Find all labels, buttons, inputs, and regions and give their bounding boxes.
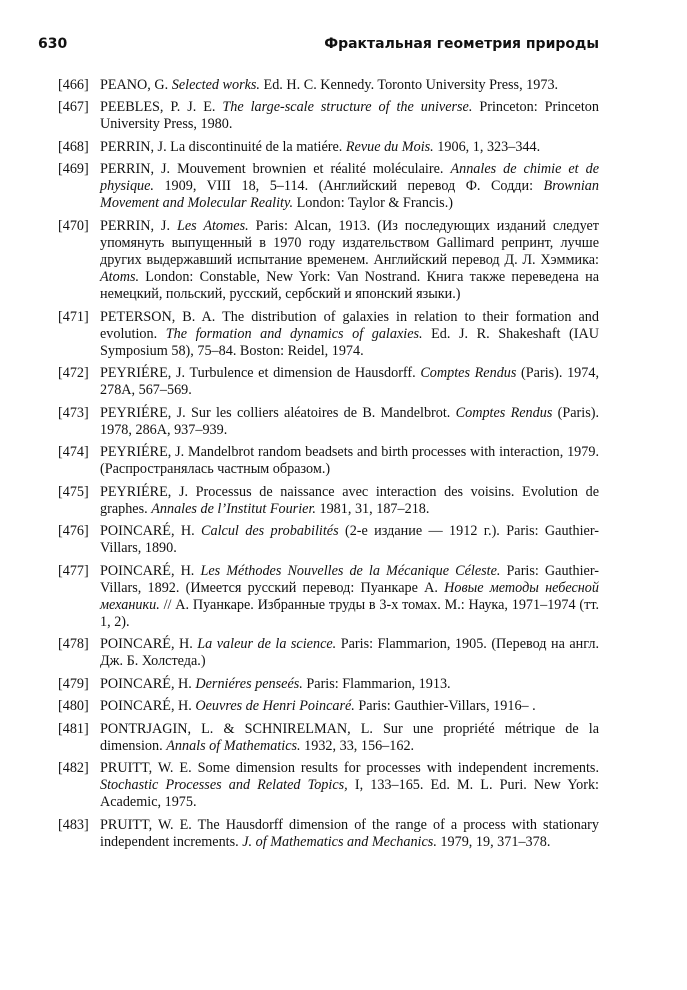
entry-title-italic: Annales de chimie et de physique. — [100, 161, 599, 195]
entry-text-segment: I, 133–165. Ed. M. L. Puri. New York: Academic, 1975. — [100, 777, 599, 811]
entry-text-segment: POINCARÉ, H. — [100, 523, 202, 540]
bibliography-entry — [58, 365, 599, 399]
entry-text — [100, 676, 599, 693]
entry-title-italic: Selected works. — [171, 77, 260, 93]
bibliography-entry — [58, 309, 599, 360]
entry-text-segment: // А. Пуанкаре. Избранные труды в 3-х томах. М.: Наука, 1971–1974 (тт. 1, 2). — [100, 596, 599, 630]
entry-text — [100, 721, 599, 755]
entry-text-segment: (Paris). 1974, 278A, 567–569. — [100, 365, 599, 399]
entry-text-segment: 1906, 1, 323–344. — [433, 138, 541, 155]
entry-text-segment: PERRIN, J. — [100, 217, 177, 234]
entry-text-segment: PEEBLES, P. J. E. — [100, 99, 223, 116]
bibliography-entry — [58, 636, 599, 670]
entry-number: [469] — [58, 161, 89, 178]
entry-text-segment: PEYRIÉRE, J. Turbulence et dimension de Hausdorff. — [100, 365, 421, 382]
entry-title-italic: Revue du Mois. — [345, 138, 434, 155]
entry-number: [468] — [58, 138, 89, 155]
running-title: Фрактальная геометрия природы — [324, 36, 599, 52]
entry-number: [480] — [58, 698, 89, 715]
bibliography-entry — [58, 405, 599, 439]
entry-text — [100, 161, 599, 212]
bibliography-entry — [58, 99, 599, 133]
entry-text — [100, 218, 599, 303]
entry-text-segment: Paris: Alcan, 1913. (Из последующих изданий следует упомянуть выпущенный в 1970 году издательством Gallimard репринт, лучше других выдержавший испытание временем. Английский перевод Д. Л. Хэммика: — [100, 217, 600, 269]
entry-text-segment: Paris: Gauthier-Villars, 1916– . — [354, 698, 536, 715]
entry-text — [100, 139, 599, 156]
entry-text-segment: PEANO, G. — [100, 77, 172, 93]
bibliography-entry — [58, 77, 599, 94]
entry-number: [482] — [58, 760, 89, 777]
bibliography-entry — [58, 563, 599, 631]
entry-title-italic: The formation and dynamics of galaxies. — [165, 325, 423, 342]
entry-title-italic: Annals of Mathematics. — [166, 737, 301, 754]
entry-text-segment: Paris: Flammarion, 1905. (Перевод на англ. Дж. Б. Холстеда.) — [100, 636, 599, 670]
entry-text-segment: POINCARÉ, H. — [100, 636, 198, 653]
bibliography-entry — [58, 760, 599, 811]
entry-number: [475] — [58, 483, 89, 500]
entry-text-segment: 1979, 19, 371–378. — [436, 833, 551, 850]
entry-title-italic: Les Méthodes Nouvelles de la Mécanique Céleste. — [200, 562, 501, 579]
entry-text — [100, 444, 599, 478]
entry-text-segment: Ed. J. R. Shakeshaft (IAU Symposium 58), 75–84. Boston: Reidel, 1974. — [100, 325, 600, 359]
entry-text-segment: Ed. H. C. Kennedy. Toronto University Press, 1973. — [259, 77, 559, 93]
entry-number: [472] — [58, 365, 89, 382]
entry-text-segment: Paris: Gauthier-Villars, 1892. (Имеется русский перевод: Пуанкаре А. — [100, 562, 599, 596]
entry-text-segment: London: Taylor & Francis.) — [293, 195, 453, 212]
entry-title-italic: Annales de l’Institut Fourier. — [151, 500, 316, 517]
entry-text — [100, 523, 599, 557]
entry-text-segment: London: Constable, New York: Van Nostrand. Книга также переведена на немецкий, польский, русский, сербский и японский языки.) — [100, 269, 599, 303]
bibliography-entry — [58, 139, 599, 156]
entry-title-italic: Comptes Rendus — [455, 404, 553, 421]
entry-title-italic: Stochastic Processes and Related Topics, — [100, 777, 348, 794]
entry-number: [470] — [58, 217, 89, 234]
entry-text — [100, 563, 599, 631]
entry-title-italic: Atoms. — [100, 269, 140, 286]
entry-text-segment: PETERSON, B. A. The distribution of galaxies in relation to their formation and evolution. — [100, 308, 599, 342]
entry-text — [100, 760, 599, 811]
entry-title-italic: Brownian Movement and Molecular Reality. — [100, 178, 599, 212]
entry-text-segment: POINCARÉ, H. — [100, 562, 201, 579]
entry-text-segment: Paris: Flammarion, 1913. — [302, 675, 451, 692]
entry-text — [100, 309, 599, 360]
entry-number: [481] — [58, 720, 89, 737]
entry-number: [476] — [58, 523, 89, 540]
entry-text-segment: PERRIN, J. Mouvement brownien et réalité moléculaire. — [100, 161, 451, 178]
entry-text-segment: PEYRIÉRE, J. Sur les colliers aléatoires de B. Mandelbrot. — [100, 404, 456, 421]
entry-title-italic: Les Atomes. — [176, 217, 249, 234]
entry-text-segment: POINCARÉ, H. — [100, 698, 196, 715]
entry-number: [477] — [58, 562, 89, 579]
entry-title-italic: The large-scale structure of the universe. — [222, 99, 473, 116]
bibliography-entry — [58, 218, 599, 303]
bibliography-entry — [58, 698, 599, 715]
entry-title-italic: La valeur de la science. — [197, 636, 337, 653]
entry-number: [473] — [58, 404, 89, 421]
page-number: 630 — [38, 36, 68, 52]
entry-text — [100, 405, 599, 439]
bibliography-entry — [58, 444, 599, 478]
entry-title-italic: Calcul des probabilités — [201, 523, 339, 540]
entry-title-italic: Новые методы небесной механики. — [100, 579, 599, 613]
entry-text-segment: POINCARÉ, H. — [100, 675, 196, 692]
bibliography-list — [58, 77, 599, 856]
bibliography-entry — [58, 817, 599, 851]
entry-text-segment: 1932, 33, 156–162. — [300, 737, 415, 754]
entry-number: [483] — [58, 816, 89, 833]
entry-number: [474] — [58, 444, 89, 461]
entry-number: [471] — [58, 308, 89, 325]
entry-text-segment: PRUITT, W. E. Some dimension results for processes with independent increments. — [100, 760, 599, 777]
entry-text — [100, 99, 599, 133]
entry-number: [478] — [58, 636, 89, 653]
entry-text-segment: Princeton: Princeton University Press, 1980. — [100, 99, 599, 133]
entry-text — [100, 636, 599, 670]
entry-text-segment: 1981, 31, 187–218. — [315, 500, 430, 517]
page-header — [38, 36, 599, 56]
bibliography-entry — [58, 721, 599, 755]
entry-title-italic: Derniéres penseés. — [195, 675, 303, 692]
entry-number: [479] — [58, 675, 89, 692]
bibliography-entry — [58, 676, 599, 693]
entry-text-segment: (2-е издание — 1912 г.). Paris: Gauthier-Villars, 1890. — [100, 523, 599, 557]
bibliography-entry — [58, 523, 599, 557]
entry-number: [467] — [58, 99, 89, 116]
entry-text — [100, 817, 599, 851]
entry-title-italic: J. of Mathematics and Mechanics. — [242, 833, 437, 850]
entry-text — [100, 77, 599, 94]
entry-text-segment: (Paris). 1978, 286A, 937–939. — [100, 404, 599, 438]
entry-number: [466] — [58, 77, 89, 93]
bibliography-entry — [58, 161, 599, 212]
entry-title-italic: Oeuvres de Henri Poincaré. — [195, 698, 355, 715]
entry-text-segment: PEYRIÉRE, J. Processus de naissance avec interaction des voisins. Evolution de graphes. — [100, 483, 599, 517]
entry-text-segment: PEYRIÉRE, J. Mandelbrot random beadsets and birth processes with interaction, 1979. (Распространялась частным образом.) — [100, 444, 599, 478]
entry-title-italic: Comptes Rendus — [420, 365, 517, 382]
entry-text-segment: PRUITT, W. E. The Hausdorff dimension of the range of a process with stationary independent increments. — [100, 816, 599, 850]
entry-text-segment: PONTRJAGIN, L. & SCHNIRELMAN, L. Sur une propriété métrique de la dimension. — [100, 720, 599, 754]
entry-text — [100, 484, 599, 518]
entry-text — [100, 365, 599, 399]
entry-text-segment: 1909, VIII 18, 5–114. (Английский перевод Ф. Содди: — [153, 178, 544, 195]
entry-text-segment: PERRIN, J. La discontinuité de la matiére. — [100, 138, 346, 155]
bibliography-entry — [58, 484, 599, 518]
entry-text — [100, 698, 599, 715]
